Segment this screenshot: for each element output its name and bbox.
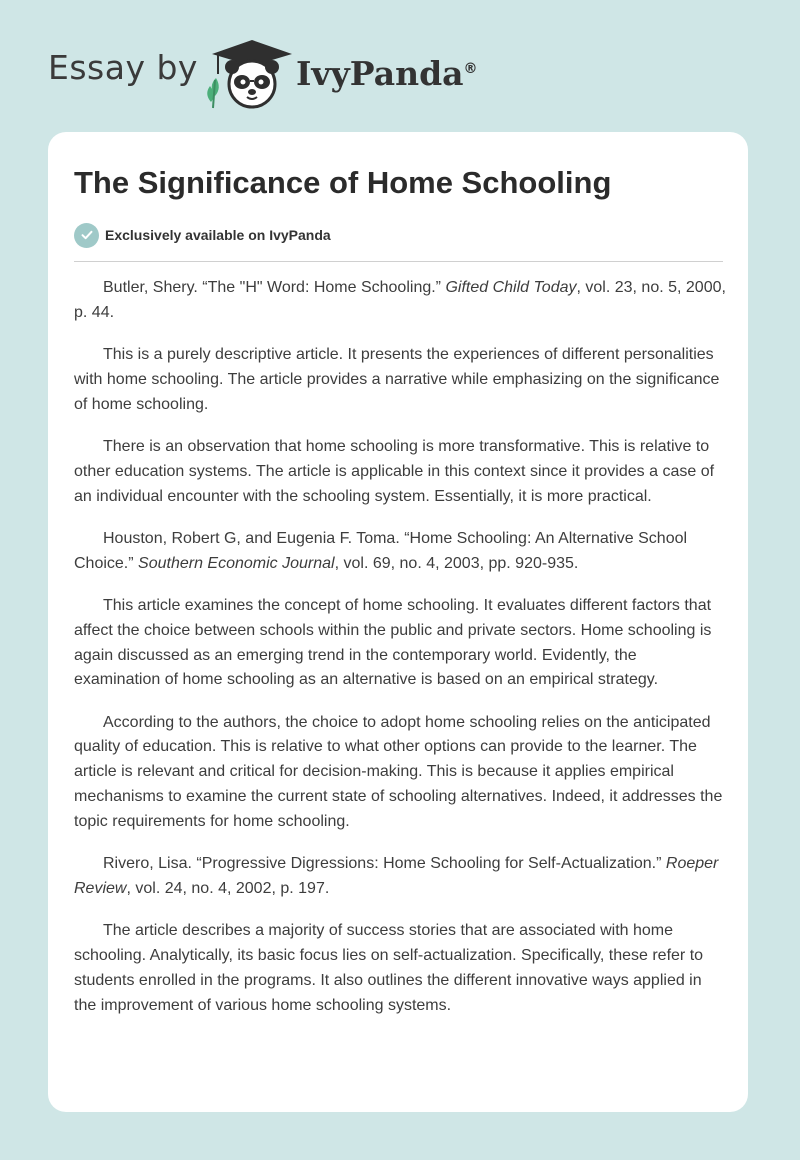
exclusive-badge (74, 222, 331, 248)
body-paragraph: This is a purely descriptive article. It presents the experiences of different personalities with home schooling. The article provides a narrative while emphasizing on the significance of home schooling. (74, 346, 720, 413)
page-title: The Significance of Home Schooling (74, 165, 612, 200)
badge-text: Exclusively available on IvyPanda (105, 227, 331, 243)
essay-body (74, 276, 726, 1036)
citation-paragraph: Butler, Shery. “The "H" Word: Home Schooling.” Gifted Child Today, vol. 23, no. 5, 2000, p. 44. (74, 279, 726, 321)
check-circle-icon (74, 223, 99, 248)
body-paragraph: The article describes a majority of success stories that are associated with home schooling. Analytically, its basic focus lies on self-actualization. Specifically, these refer to students enrolled in the programs. It also outlines the different innovative ways applied in the improvement of various home schooling systems. (74, 922, 704, 1014)
registered-mark: ® (463, 61, 478, 77)
essay-by-label: Essay by (48, 48, 198, 87)
citation-paragraph: Houston, Robert G, and Eugenia F. Toma. “Home Schooling: An Alternative School Choice.” Southern Economic Journal, vol. 69, no. 4, 2003, pp. 920-935. (74, 529, 688, 572)
body-paragraph: According to the authors, the choice to adopt home schooling relies on the anticipated quality of education. This is relative to what other options can provide to the learner. The article is relevant and critical for decision-making. This is because it applies empirical mechanisms to examine the current state of schooling alternatives. Indeed, it addresses the topic requirements for home schooling. (74, 713, 723, 830)
citation-paragraph: Rivero, Lisa. “Progressive Digressions: Home Schooling for Self-Actualization.” Roeper Review, vol. 24, no. 4, 2002, p. 197. (74, 855, 719, 897)
site-header (48, 30, 548, 110)
divider (74, 261, 723, 262)
brand-name[interactable] (296, 54, 478, 93)
panda-graduate-icon[interactable] (202, 34, 292, 110)
essay-card (48, 132, 748, 1112)
body-paragraph: There is an observation that home schooling is more transformative. This is relative to other education systems. The article is applicable in this context since it provides a case of an individual encounter with the schooling system. Essentially, it is more practical. (74, 437, 715, 505)
body-paragraph: This article examines the concept of home schooling. It evaluates different factors that affect the choice between schools within the public and private sectors. Home schooling is again discussed as an emerging trend in the contemporary world. Evidently, the examination of home schooling as an alternative is based on an empirical strategy. (74, 596, 712, 689)
brand-text: IvyPanda (296, 54, 464, 93)
